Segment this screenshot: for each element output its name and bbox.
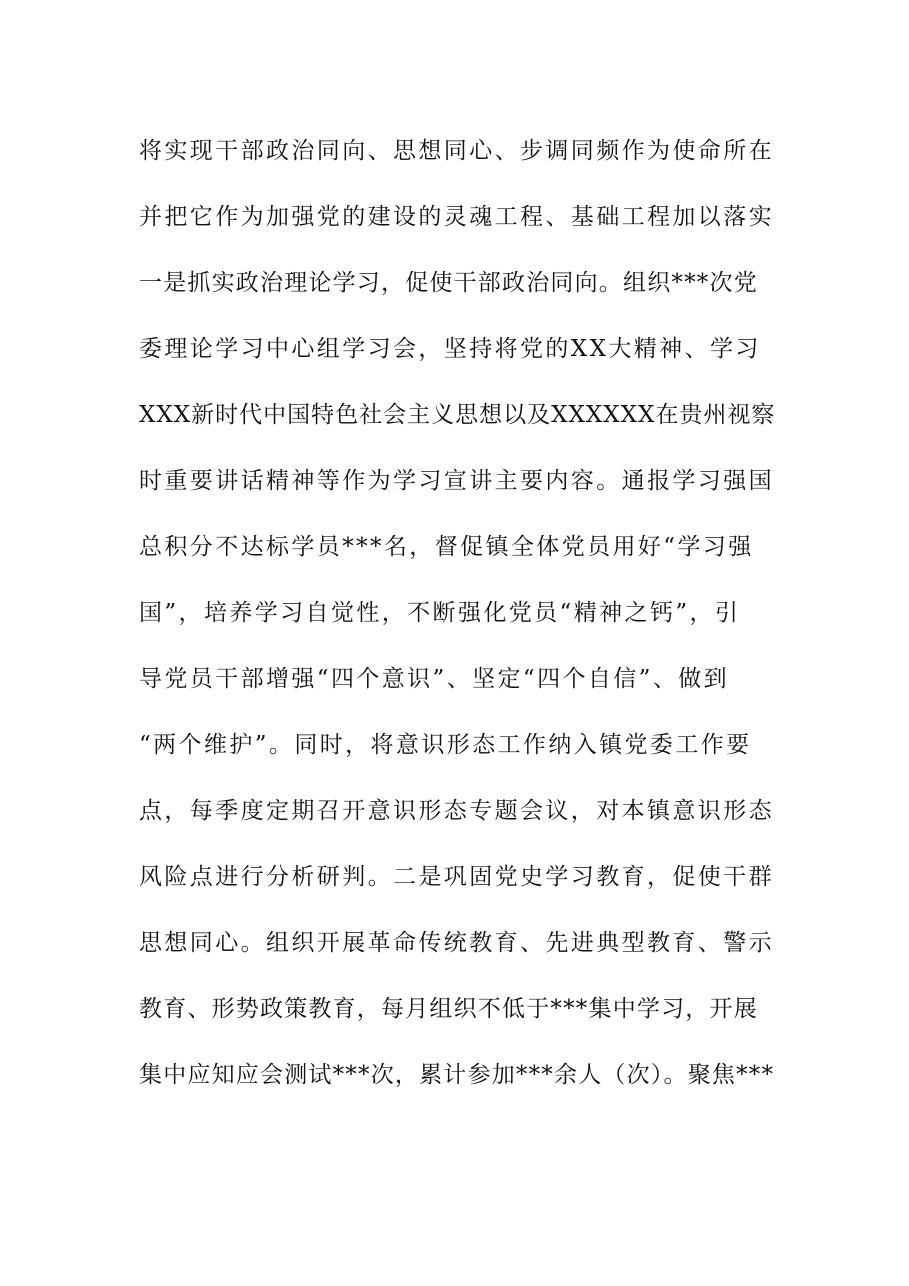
text-line-6: 时重要讲话精神等作为学习宣讲主要内容。通报学习强国 bbox=[139, 468, 774, 494]
text-line-15: 集中应知应会测试***次，累计参加***余人（次）。聚焦*** bbox=[139, 1062, 775, 1088]
text-line-12: 风险点进行分析研判。二是巩固党史学习教育，促使干群 bbox=[139, 864, 774, 890]
text-line-10: “两个维护”。同时，将意识形态工作纳入镇党委工作要 bbox=[139, 732, 752, 758]
text-line-14: 教育、形势政策教育，每月组织不低于***集中学习，开展 bbox=[139, 996, 758, 1022]
text-line-7: 总积分不达标学员***名，督促镇全体党员用好“学习强 bbox=[139, 534, 754, 560]
text-line-5: XXX新时代中国特色社会主义思想以及XXXXXX在贵州视察 bbox=[139, 402, 776, 428]
text-line-2: 并把它作为加强党的建设的灵魂工程、基础工程加以落实 bbox=[139, 204, 774, 230]
text-line-1: 将实现干部政治同向、思想同心、步调同频作为使命所在 bbox=[139, 138, 774, 164]
text-line-3: 一是抓实政治理论学习，促使干部政治同向。组织***次党 bbox=[139, 270, 758, 296]
text-line-8: 国”，培养学习自觉性，不断强化党员“精神之钙”，引 bbox=[139, 600, 741, 626]
text-line-4: 委理论学习中心组学习会，坚持将党的XX大精神、学习 bbox=[139, 336, 761, 362]
text-line-9: 导党员干部增强“四个意识”、坚定“四个自信”、做到 bbox=[139, 666, 730, 692]
body-text bbox=[139, 118, 779, 1108]
text-line-13: 思想同心。组织开展革命传统教育、先进典型教育、警示 bbox=[139, 930, 774, 956]
text-line-11: 点，每季度定期召开意识形态专题会议，对本镇意识形态 bbox=[139, 798, 774, 824]
